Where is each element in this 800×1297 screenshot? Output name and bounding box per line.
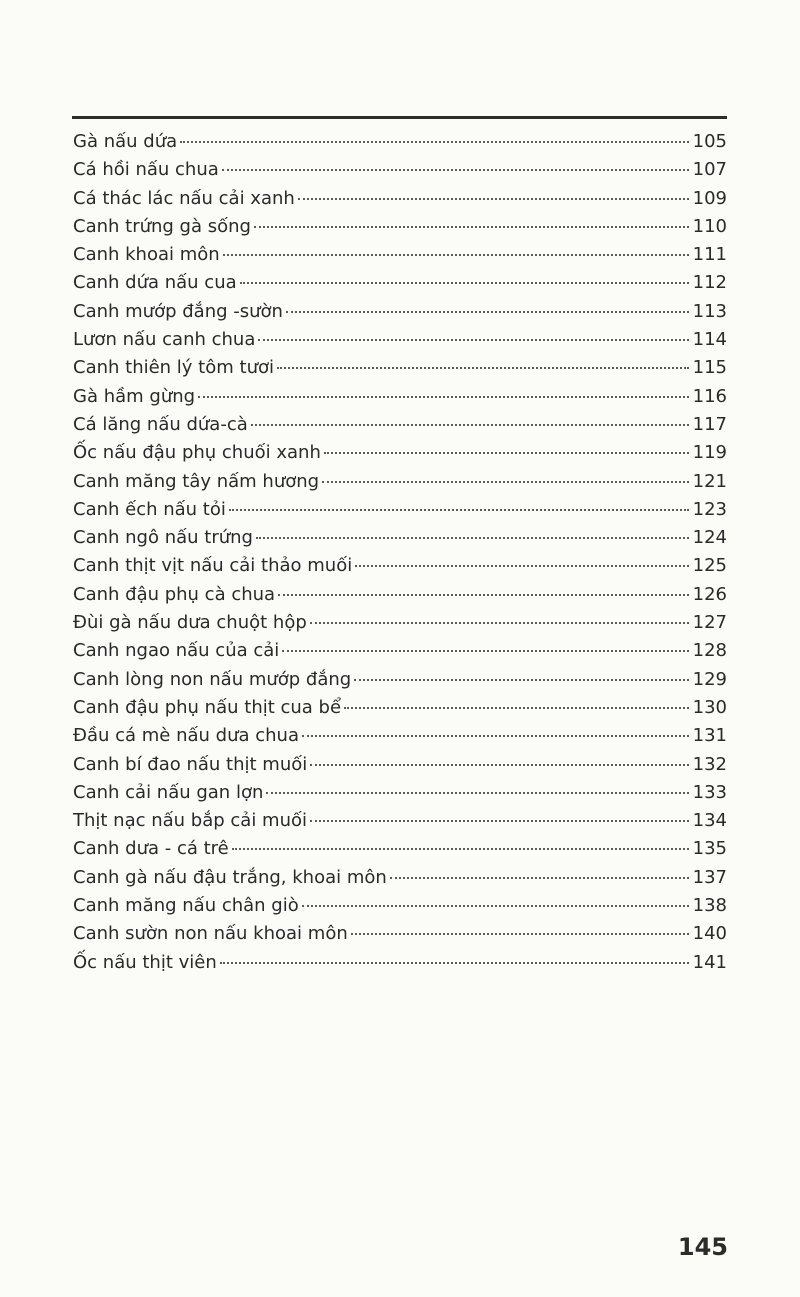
toc-entry-title: Cá hồi nấu chua bbox=[73, 159, 219, 181]
toc-entry bbox=[73, 383, 727, 411]
toc-entry-page: 132 bbox=[692, 753, 727, 775]
toc-entry bbox=[73, 751, 727, 779]
toc-entry bbox=[73, 920, 727, 948]
toc-entry bbox=[73, 949, 727, 977]
toc-entry-title: Canh bí đao nấu thịt muối bbox=[73, 753, 308, 775]
toc-entry-page: 134 bbox=[692, 810, 727, 832]
dot-leader bbox=[258, 339, 689, 341]
toc-entry-title: Gà hầm gừng bbox=[73, 385, 196, 407]
toc-entry-title: Canh cải nấu gan lợn bbox=[73, 781, 264, 803]
dot-leader bbox=[180, 141, 689, 143]
dot-leader bbox=[229, 509, 689, 511]
toc-entry-page: 125 bbox=[692, 555, 727, 577]
toc-entry-title: Ốc nấu đậu phụ chuối xanh bbox=[73, 442, 321, 464]
dot-leader bbox=[310, 622, 689, 624]
dot-leader bbox=[254, 226, 689, 228]
toc-entry-page: 130 bbox=[692, 696, 727, 718]
toc-entry bbox=[73, 439, 727, 467]
dot-leader bbox=[286, 311, 689, 313]
toc-entry-page: 113 bbox=[692, 300, 727, 322]
toc-entry-title: Canh trứng gà sống bbox=[73, 215, 251, 237]
toc-entry-page: 109 bbox=[692, 187, 727, 209]
toc-entry bbox=[73, 128, 727, 156]
toc-entry-page: 119 bbox=[692, 442, 727, 464]
toc-entry-title: Canh thiên lý tôm tươi bbox=[73, 357, 274, 379]
toc-entry bbox=[73, 185, 727, 213]
dot-leader bbox=[324, 452, 689, 454]
toc-entry-page: 138 bbox=[692, 895, 727, 917]
toc-entry-title: Đùi gà nấu dưa chuột hộp bbox=[73, 612, 307, 634]
dot-leader bbox=[344, 707, 689, 709]
toc-entry-title: Canh lòng non nấu mướp đắng bbox=[73, 668, 352, 690]
toc-entry bbox=[73, 835, 727, 863]
toc-entry-page: 110 bbox=[692, 215, 727, 237]
toc-entry bbox=[73, 552, 727, 580]
dot-leader bbox=[266, 792, 689, 794]
dot-leader bbox=[390, 877, 689, 879]
dot-leader bbox=[282, 650, 689, 652]
toc-entry-title: Canh mướp đắng -sườn bbox=[73, 300, 283, 322]
toc-entry-page: 121 bbox=[692, 470, 727, 492]
toc-entry-title: Canh đậu phụ cà chua bbox=[73, 583, 276, 605]
toc-entry-title: Canh ngô nấu trứng bbox=[73, 527, 253, 549]
dot-leader bbox=[355, 565, 689, 567]
toc-entry-title: Canh thịt vịt nấu cải thảo muối bbox=[73, 555, 353, 577]
toc-entry bbox=[73, 156, 727, 184]
dot-leader bbox=[302, 735, 689, 737]
toc-entry bbox=[73, 779, 727, 807]
dot-leader bbox=[310, 820, 689, 822]
toc-entry-page: 133 bbox=[692, 781, 727, 803]
toc-entry-page: 112 bbox=[692, 272, 727, 294]
dot-leader bbox=[240, 282, 689, 284]
toc-entry-page: 117 bbox=[692, 413, 727, 435]
toc-entry bbox=[73, 326, 727, 354]
toc-entry-title: Canh ếch nấu tỏi bbox=[73, 498, 226, 520]
dot-leader bbox=[310, 764, 689, 766]
toc-entry-page: 116 bbox=[692, 385, 727, 407]
toc-entry-title: Canh măng tây nấm hương bbox=[73, 470, 320, 492]
toc-entry-page: 105 bbox=[692, 131, 727, 152]
dot-leader bbox=[302, 905, 689, 907]
toc-entry-title: Đầu cá mè nấu dưa chua bbox=[73, 725, 299, 747]
toc-entry-page: 126 bbox=[692, 583, 727, 605]
toc-entry-title: Canh ngao nấu của cải bbox=[73, 640, 280, 662]
toc-entry-page: 124 bbox=[692, 527, 727, 549]
toc-entry-page: 129 bbox=[692, 668, 727, 690]
toc-entry-page: 114 bbox=[692, 329, 727, 351]
toc-entry-page: 131 bbox=[692, 725, 727, 747]
toc-entry-title: Cá lăng nấu dứa-cà bbox=[73, 413, 248, 435]
toc-entry-title: Canh sườn non nấu khoai môn bbox=[73, 923, 348, 945]
dot-leader bbox=[298, 198, 689, 200]
dot-leader bbox=[198, 396, 689, 398]
toc-entry-page: 115 bbox=[692, 357, 727, 379]
toc-entry bbox=[73, 581, 727, 609]
dot-leader bbox=[277, 367, 689, 369]
page-number: 145 bbox=[677, 1233, 728, 1261]
dot-leader bbox=[251, 424, 689, 426]
toc-entry-title: Canh đậu phụ nấu thịt cua bể bbox=[73, 696, 342, 718]
dot-leader bbox=[278, 594, 689, 596]
toc-entry-page: 137 bbox=[692, 866, 727, 888]
toc-entry-title: Canh măng nấu chân giò bbox=[73, 895, 299, 917]
toc-entry bbox=[73, 354, 727, 382]
toc-entry-page: 107 bbox=[692, 159, 727, 181]
dot-leader bbox=[256, 537, 689, 539]
toc-entry-title: Lươn nấu canh chua bbox=[73, 329, 256, 351]
toc-entry-title: Ốc nấu thịt viên bbox=[73, 951, 217, 973]
dot-leader bbox=[351, 933, 689, 935]
toc-entry-page: 135 bbox=[692, 838, 727, 860]
table-of-contents bbox=[73, 128, 727, 977]
toc-entry bbox=[73, 496, 727, 524]
toc-entry bbox=[73, 468, 727, 496]
toc-entry-page: 141 bbox=[692, 951, 727, 973]
toc-entry-page: 127 bbox=[692, 612, 727, 634]
toc-entry bbox=[73, 411, 727, 439]
toc-entry bbox=[73, 807, 727, 835]
top-divider bbox=[72, 116, 727, 119]
toc-entry-title: Canh gà nấu đậu trắng, khoai môn bbox=[73, 866, 387, 888]
toc-entry bbox=[73, 892, 727, 920]
toc-entry bbox=[73, 609, 727, 637]
toc-entry bbox=[73, 298, 727, 326]
toc-entry-page: 128 bbox=[692, 640, 727, 662]
toc-entry-title: Canh khoai môn bbox=[73, 244, 220, 266]
toc-entry bbox=[73, 864, 727, 892]
toc-entry-title: Thịt nạc nấu bắp cải muối bbox=[73, 810, 308, 832]
dot-leader bbox=[232, 848, 689, 850]
toc-entry-page: 111 bbox=[692, 244, 727, 266]
dot-leader bbox=[222, 169, 689, 171]
dot-leader bbox=[354, 679, 689, 681]
dot-leader bbox=[322, 481, 689, 483]
toc-entry-title: Cá thác lác nấu cải xanh bbox=[73, 187, 295, 209]
toc-entry-title: Gà nấu dứa bbox=[73, 131, 178, 152]
toc-entry bbox=[73, 213, 727, 241]
dot-leader bbox=[223, 254, 689, 256]
toc-entry bbox=[73, 269, 727, 297]
toc-entry bbox=[73, 524, 727, 552]
toc-entry bbox=[73, 722, 727, 750]
toc-entry bbox=[73, 694, 727, 722]
toc-entry-page: 140 bbox=[692, 923, 727, 945]
toc-entry bbox=[73, 666, 727, 694]
toc-entry-title: Canh dứa nấu cua bbox=[73, 272, 237, 294]
toc-entry bbox=[73, 637, 727, 665]
toc-entry-page: 123 bbox=[692, 498, 727, 520]
toc-entry bbox=[73, 241, 727, 269]
dot-leader bbox=[220, 962, 689, 964]
toc-entry-title: Canh dưa - cá trê bbox=[73, 838, 229, 860]
